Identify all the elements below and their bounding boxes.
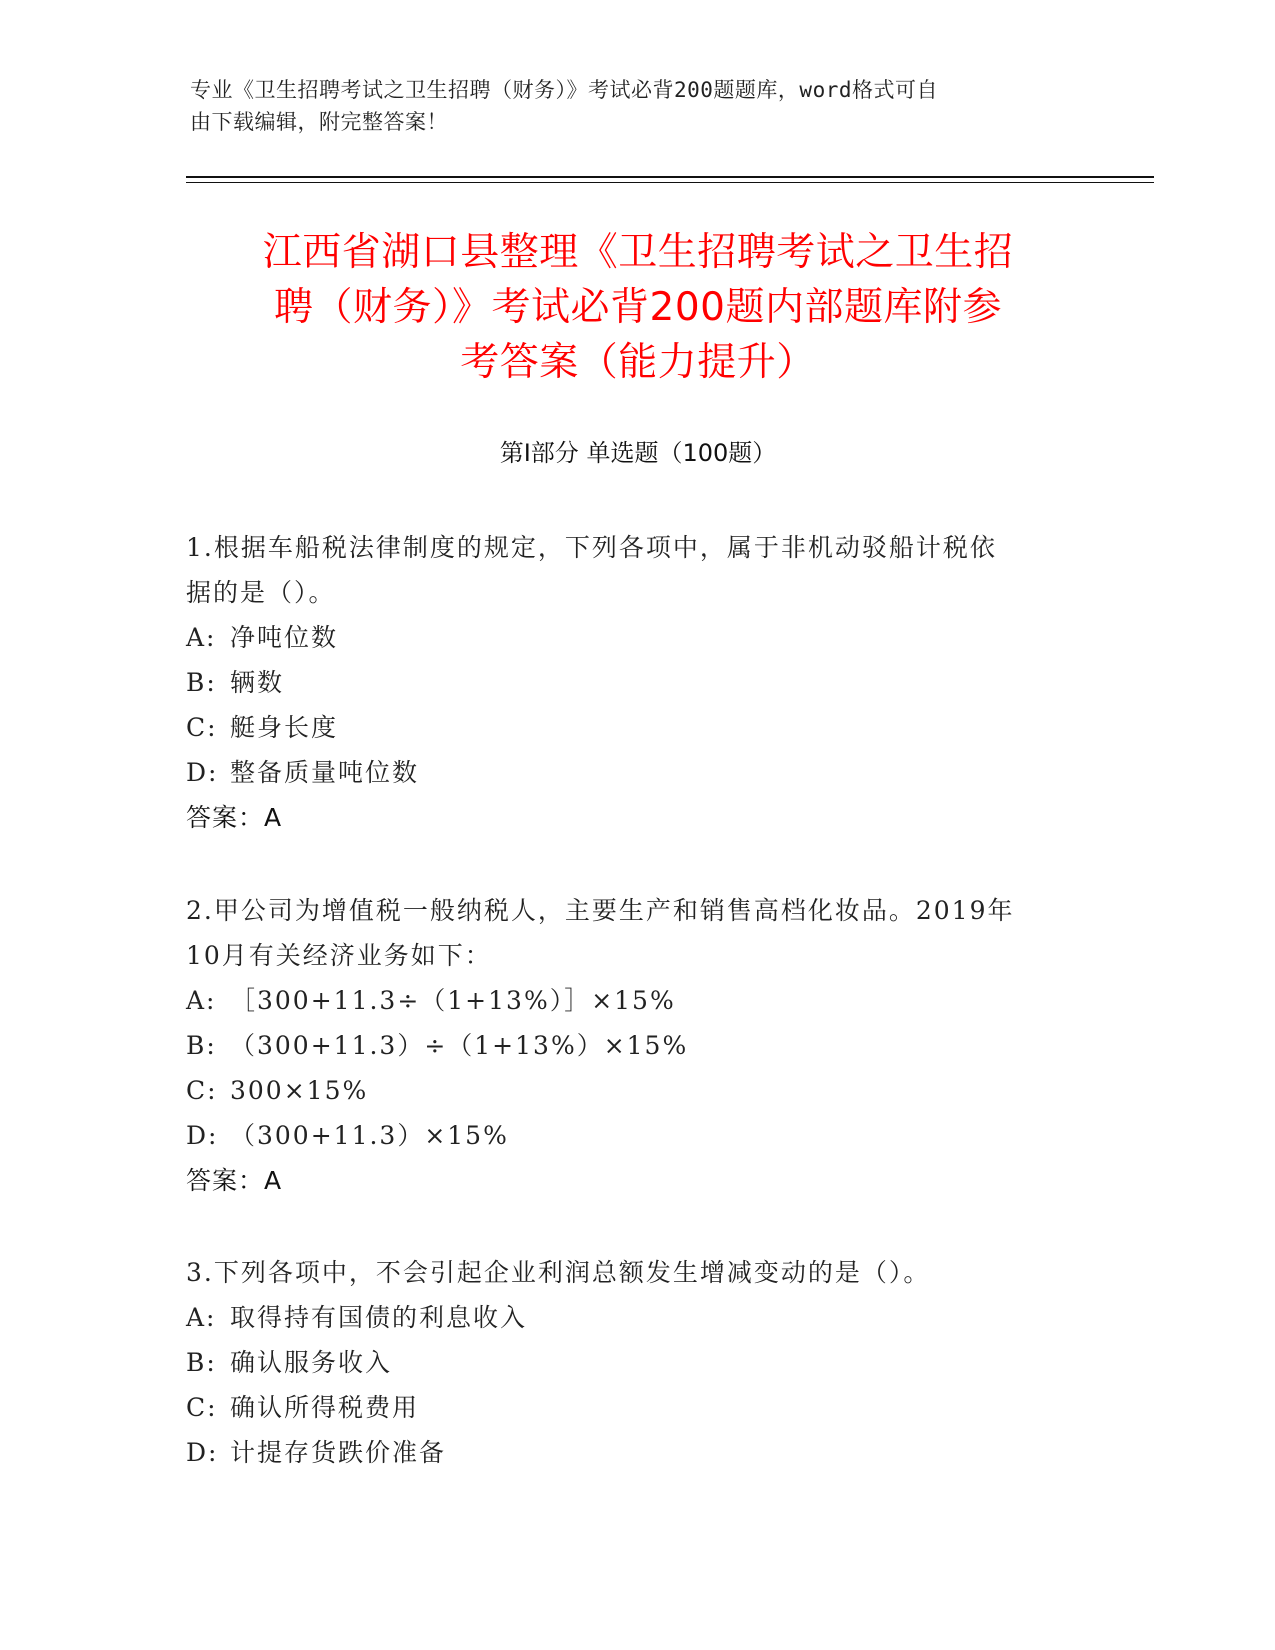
title-line: 江西省湖口县整理《卫生招聘考试之卫生招	[262, 230, 1014, 275]
option-text: 净吨位数	[230, 623, 339, 652]
option-a	[186, 978, 1086, 1023]
question-stem: 1.根据车船税法律制度的规定，下列各项中，属于非机动驳船计税依	[186, 533, 997, 562]
question-3	[186, 1250, 1086, 1475]
header-note-line: 专业《卫生招聘考试之卫生招聘（财务）》考试必背200题题库，word格式可自	[190, 78, 938, 102]
option-text: 取得持有国债的利息收入	[230, 1303, 528, 1332]
option-text: 300×15%	[230, 1076, 369, 1105]
title-line: 聘（财务）》考试必背200题内部题库附参	[274, 285, 1002, 330]
option-d	[186, 750, 1086, 795]
answer-line: 答案：A	[186, 1166, 283, 1195]
option-letter: D:	[186, 1121, 219, 1150]
option-c	[186, 1385, 1086, 1430]
option-text: 艇身长度	[230, 713, 339, 742]
option-text: （300+11.3）×15%	[230, 1121, 509, 1150]
answer-line: 答案：A	[186, 803, 283, 832]
option-letter: C:	[186, 713, 218, 742]
option-b	[186, 1023, 1086, 1068]
option-letter: C:	[186, 1393, 218, 1422]
option-d	[186, 1430, 1086, 1475]
title-line: 考答案（能力提升）	[460, 340, 816, 385]
option-a	[186, 1295, 1086, 1340]
option-letter: A:	[186, 623, 217, 652]
option-text: 计提存货跌价准备	[230, 1438, 447, 1467]
question-stem: 10月有关经济业务如下：	[186, 941, 492, 970]
option-letter: A:	[186, 986, 217, 1015]
option-text: 确认服务收入	[230, 1348, 393, 1377]
option-text: ［300+11.3÷（1+13%）］×15%	[230, 986, 676, 1015]
question-stem: 据的是（）。	[186, 578, 336, 607]
option-letter: D:	[186, 758, 219, 787]
option-text: 确认所得税费用	[230, 1393, 420, 1422]
header-divider	[186, 176, 1154, 178]
option-text: 辆数	[230, 668, 285, 697]
header-note	[190, 74, 1090, 138]
option-text: （300+11.3）÷（1+13%）×15%	[230, 1031, 689, 1060]
question-2	[186, 888, 1086, 1203]
header-divider	[186, 182, 1154, 183]
option-letter: D:	[186, 1438, 219, 1467]
option-letter: A:	[186, 1303, 217, 1332]
option-letter: C:	[186, 1076, 218, 1105]
option-b	[186, 660, 1086, 705]
option-letter: B:	[186, 1348, 217, 1377]
option-c	[186, 1068, 1086, 1113]
question-stem: 3.下列各项中，不会引起企业利润总额发生增减变动的是（）。	[186, 1258, 931, 1287]
question-stem: 2.甲公司为增值税一般纳税人，主要生产和销售高档化妆品。2019年	[186, 896, 1015, 925]
section-title: 第Ⅰ部分 单选题（100题）	[499, 439, 777, 467]
option-a	[186, 615, 1086, 660]
option-letter: B:	[186, 668, 217, 697]
question-1	[186, 525, 1086, 840]
document-title	[186, 225, 1090, 390]
option-letter: B:	[186, 1031, 217, 1060]
option-c	[186, 705, 1086, 750]
option-d	[186, 1113, 1086, 1158]
option-b	[186, 1340, 1086, 1385]
header-note-line: 由下载编辑，附完整答案！	[190, 110, 448, 134]
option-text: 整备质量吨位数	[230, 758, 420, 787]
